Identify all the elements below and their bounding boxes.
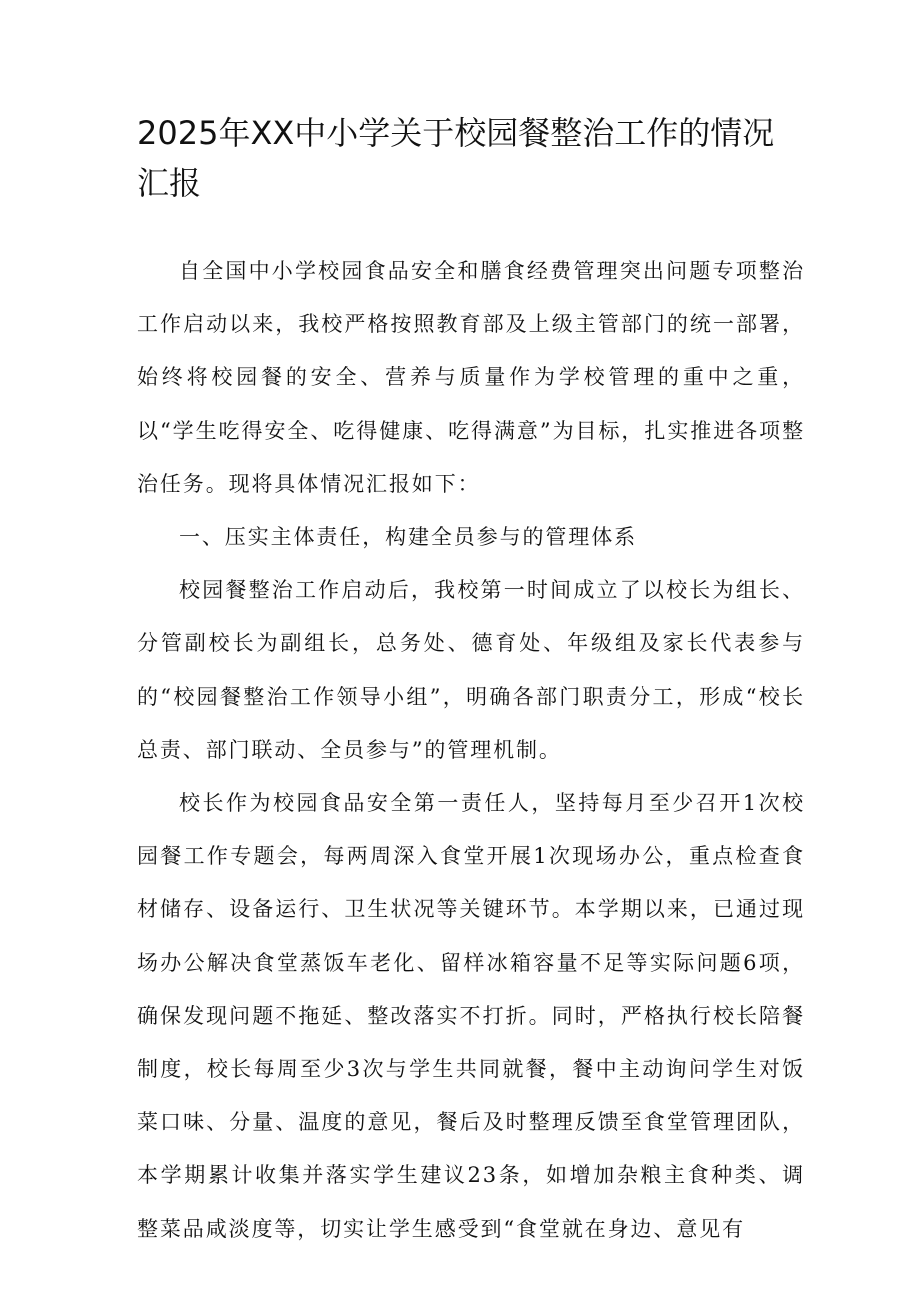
- section-heading-1: 一、压实主体责任，构建全员参与的管理体系: [179, 525, 637, 550]
- document-body: [137, 245, 805, 1256]
- paragraph-intro: 自全国中小学校园食品安全和膳食经费管理突出问题专项整治工作启动以来，我校严格按照教育部及上级主管部门的统一部署，始终将校园餐的安全、营养与质量作为学校管理的重中之重，以“学生吃得安全、吃得健康、吃得满意”为目标，扎实推进各项整治任务。现将具体情况汇报如下：: [137, 259, 805, 496]
- paragraph-principal-duties: 校长作为校园食品安全第一责任人，坚持每月至少召开1次校园餐工作专题会，每两周深入食堂开展1次现场办公，重点检查食材储存、设备运行、卫生状况等关键环节。本学期以来，已通过现场办公解决食堂蒸饭车老化、留样冰箱容量不足等实际问题6项，确保发现问题不拖延、整改落实不打折。同时，严格执行校长陪餐制度，校长每周至少3次与学生共同就餐，餐中主动询问学生对饭菜口味、分量、温度的意见，餐后及时整理反馈至食堂管理团队，本学期累计收集并落实学生建议23条，如增加杂粮主食种类、调整菜品咸淡度等，切实让学生感受到“食堂就在身边、意见有: [137, 791, 805, 1241]
- paragraph-leadership-group: 校园餐整治工作启动后，我校第一时间成立了以校长为组长、分管副校长为副组长，总务处、德育处、年级组及家长代表参与的“校园餐整治工作领导小组”，明确各部门职责分工，形成“校长总责、部门联动、全员参与”的管理机制。: [137, 578, 805, 762]
- document-title: 2025年XX中小学关于校园餐整治工作的情况汇报: [137, 114, 775, 202]
